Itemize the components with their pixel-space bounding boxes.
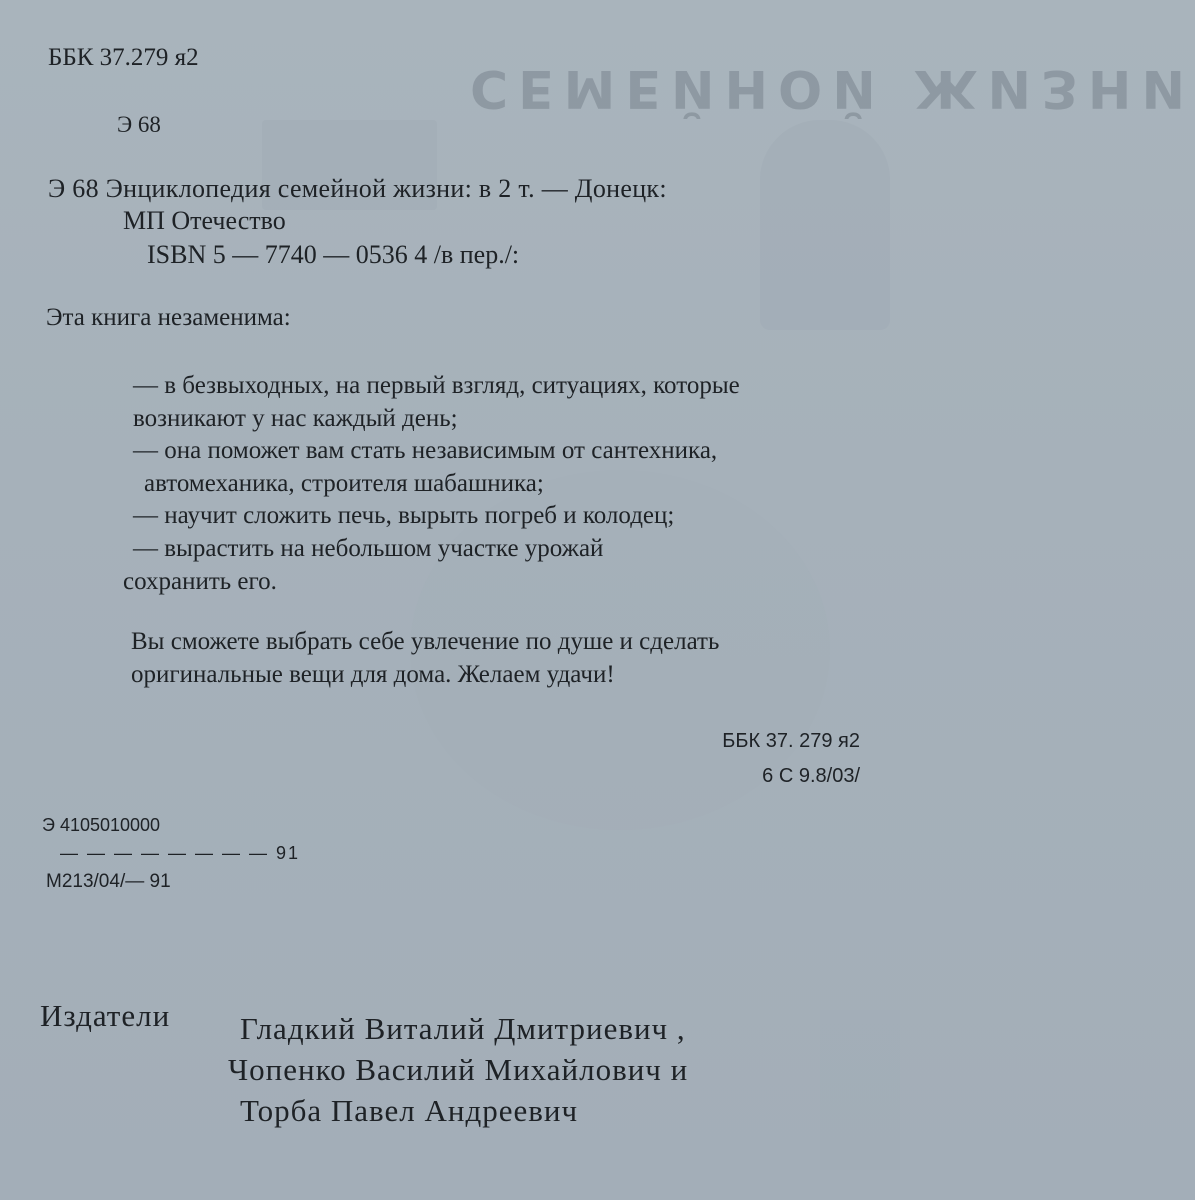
description-list <box>123 370 740 598</box>
publisher-code-fraction-line: — — — — — — — — 91 <box>60 843 301 863</box>
list-item: — научит сложить печь, вырыть погреб и колодец; <box>133 502 675 530</box>
bleed-through-lettering: СЕМЕЙНОЙ ЖИЗНИ <box>470 58 1195 118</box>
bbk-index-top: ББК 37.279 я2 <box>48 44 199 71</box>
author-sign: Э 68 <box>117 112 161 137</box>
catalog-entry-isbn: ISBN 5 — 7740 — 0536 4 /в пер./: <box>147 240 520 269</box>
publishers-label: Издатели <box>40 998 171 1033</box>
publisher-name: Чопенко Василий Михайлович и <box>228 1052 689 1087</box>
publishers-list <box>228 1008 688 1131</box>
bleed-through-shape <box>820 1010 900 1170</box>
list-item: — она поможет вам стать независимым от сантехника, <box>133 437 718 465</box>
closing-line: Вы сможете выбрать себе увлечение по душе и сделать <box>131 628 720 655</box>
description-intro: Эта книга незаменима: <box>46 304 291 331</box>
udc-index-right: 6 С 9.8/03/ <box>762 765 860 787</box>
bleed-through-shape <box>760 120 890 330</box>
publisher-name: Гладкий Виталий Дмитриевич , <box>240 1011 686 1046</box>
catalog-entry-title: Э 68 Энциклопедия семейной жизни: в 2 т. — Донецк: <box>48 174 667 203</box>
closing-paragraph <box>131 625 719 691</box>
publisher-name: Торба Павел Андреевич <box>240 1093 579 1128</box>
list-item: возникают у нас каждый день; <box>133 404 458 432</box>
list-item: — вырастить на небольшом участке урожай <box>133 534 604 562</box>
list-item: — в безвыходных, на первый взгляд, ситуациях, которые <box>133 372 740 399</box>
publisher-code: Э 4105010000 <box>42 815 161 835</box>
catalog-entry-publisher: МП Отечество <box>123 206 286 235</box>
bbk-index-right: ББК 37. 279 я2 <box>722 730 860 752</box>
closing-line: оригинальные вещи для дома. Желаем удачи! <box>131 661 615 688</box>
list-item: сохранить его. <box>123 567 277 595</box>
list-item: автомеханика, строителя шабашника; <box>144 469 544 497</box>
publisher-code-denominator: М213/04/— 91 <box>46 871 171 892</box>
